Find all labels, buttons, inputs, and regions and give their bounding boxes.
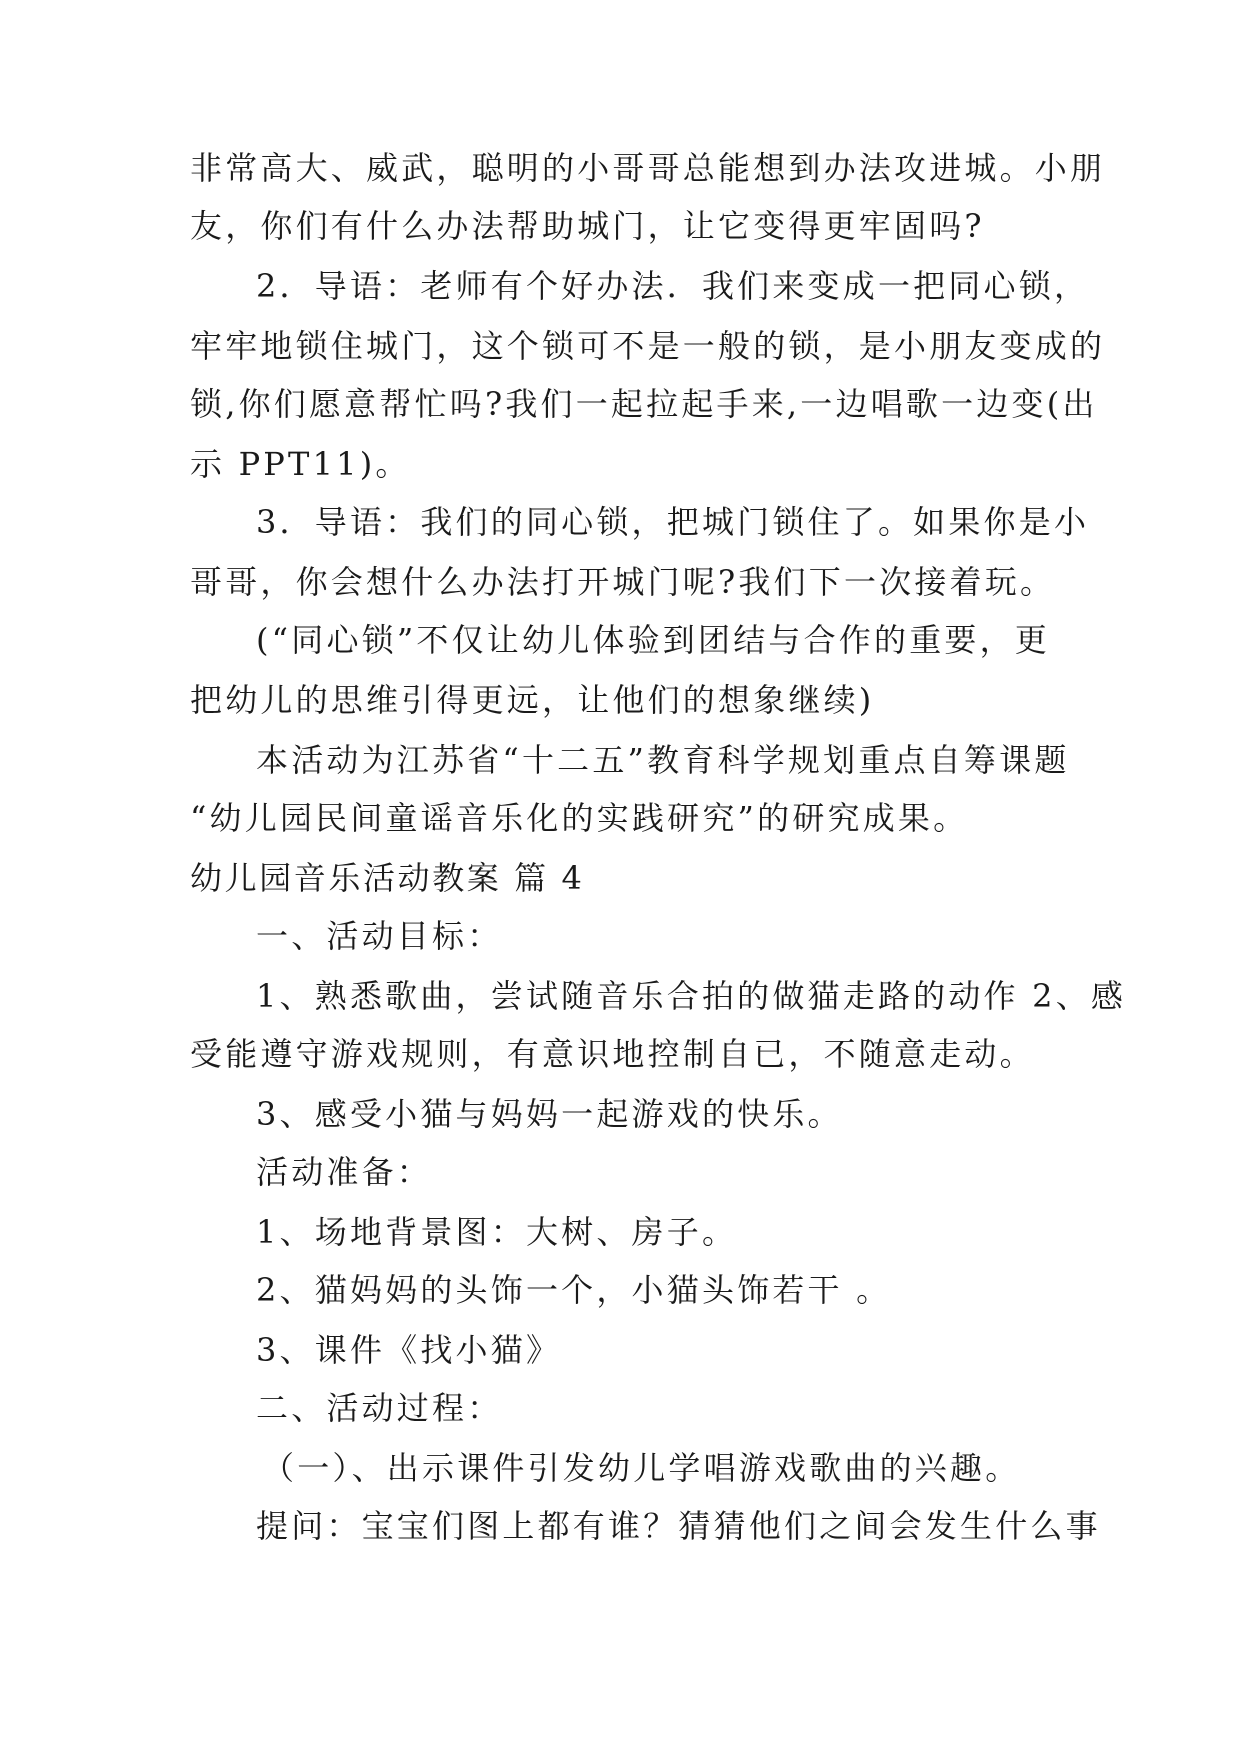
- paragraph-line: 牢牢地锁住城门，这个锁可不是一般的锁，是小朋友变成的: [190, 327, 1106, 365]
- paragraph-line: 锁,你们愿意帮忙吗?我们一起拉起手来,一边唱歌一边变(出: [190, 385, 1098, 423]
- paragraph-line: 哥哥，你会想什么办法打开城门呢?我们下一次接着玩。: [190, 563, 1056, 601]
- paragraph-line: 1、场地背景图：大树、房子。: [256, 1213, 738, 1251]
- section-heading: 幼儿园音乐活动教案 篇 4: [190, 859, 585, 897]
- paragraph-line: (“同心锁”不仅让幼儿体验到团结与合作的重要，更: [256, 621, 1051, 659]
- paragraph-line: 非常高大、威武，聪明的小哥哥总能想到办法攻进城。小朋: [190, 149, 1106, 187]
- paragraph-line: 3、感受小猫与妈妈一起游戏的快乐。: [256, 1095, 843, 1133]
- paragraph-line: 2、猫妈妈的头饰一个，小猫头饰若干 。: [256, 1271, 892, 1309]
- paragraph-line: 2．导语：老师有个好办法．我们来变成一把同心锁，: [256, 267, 1090, 305]
- paragraph-line: 3．导语：我们的同心锁，把城门锁住了。如果你是小: [256, 503, 1090, 541]
- paragraph-line: 3、课件《找小猫》: [256, 1331, 562, 1369]
- paragraph-line: 活动准备：: [256, 1153, 433, 1191]
- paragraph-line: 1、熟悉歌曲，尝试随音乐合拍的做猫走路的动作 2、感: [256, 977, 1127, 1015]
- paragraph-line: 受能遵守游戏规则，有意识地控制自已，不随意走动。: [190, 1035, 1035, 1073]
- paragraph-line: 友，你们有什么办法帮助城门，让它变得更牢固吗?: [190, 207, 985, 245]
- paragraph-line: “幼儿园民间童谣音乐化的实践研究”的研究成果。: [190, 799, 969, 837]
- paragraph-line: （一）、出示课件引发幼儿学唱游戏歌曲的兴趣。: [262, 1449, 1021, 1487]
- paragraph-line: 二、活动过程：: [256, 1389, 503, 1427]
- paragraph-line: 示 PPT11)。: [190, 445, 411, 483]
- paragraph-line: 一、活动目标：: [256, 917, 503, 955]
- paragraph-line: 把幼儿的思维引得更远，让他们的想象继续): [190, 681, 875, 719]
- paragraph-line: 提问：宝宝们图上都有谁？猜猜他们之间会发生什么事: [256, 1507, 1101, 1545]
- paragraph-line: 本活动为江苏省“十二五”教育科学规划重点自筹课题: [256, 741, 1070, 779]
